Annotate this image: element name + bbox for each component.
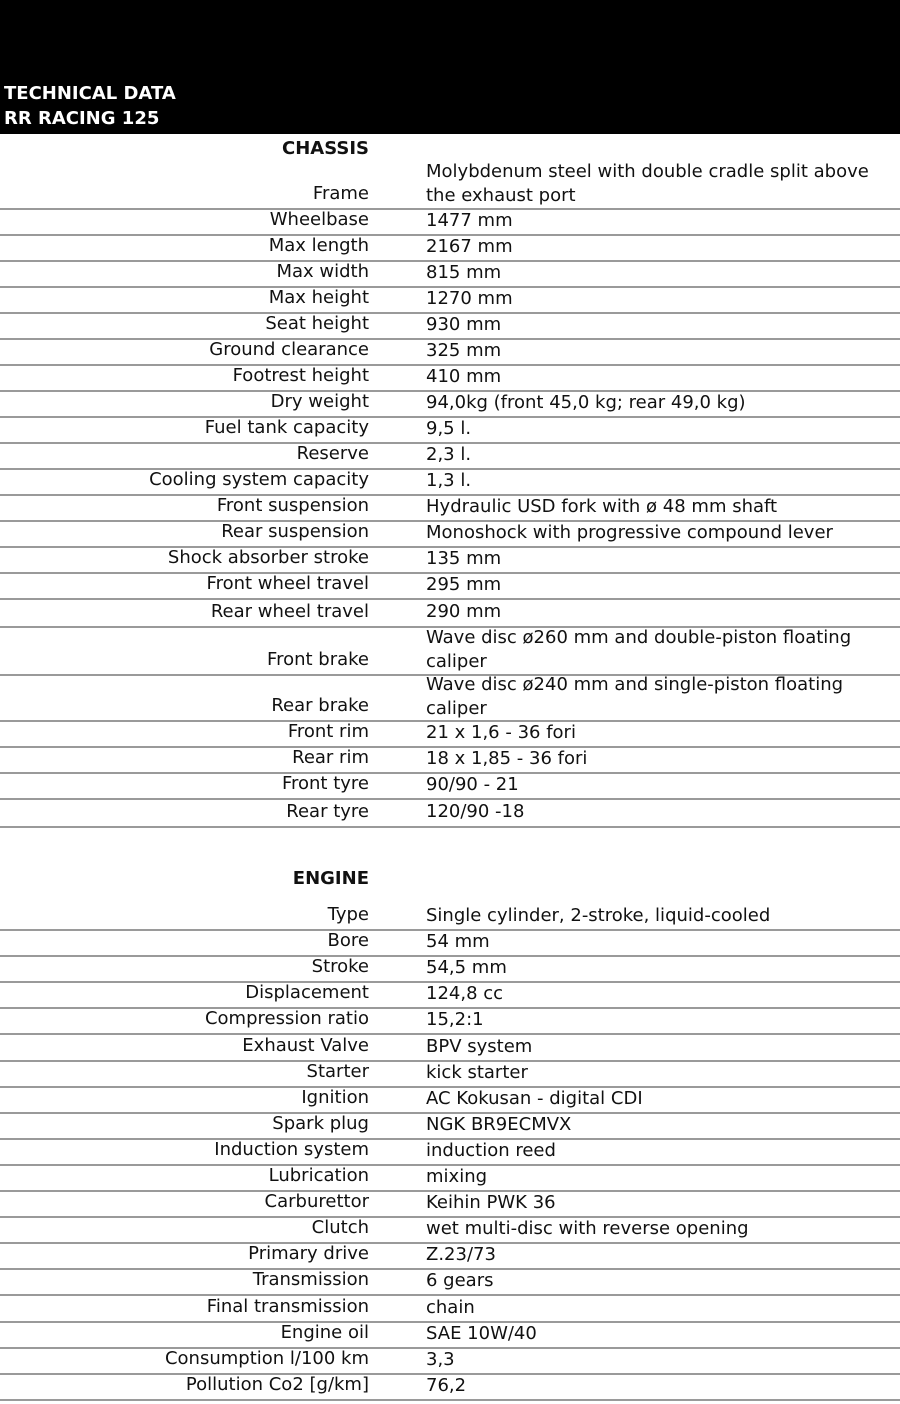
chassis-row-value: 325 mm — [426, 339, 502, 361]
chassis-row — [0, 470, 900, 496]
chassis-row — [0, 748, 900, 774]
engine-row — [0, 931, 900, 957]
engine-row-value: 54 mm — [426, 930, 490, 952]
chassis-row-value: 1477 mm — [426, 209, 513, 231]
chassis-row-label: Rear rim — [292, 747, 369, 768]
engine-row — [0, 957, 900, 983]
engine-row — [0, 1375, 900, 1401]
chassis-title: CHASSIS — [282, 138, 369, 159]
chassis-row-value: 1270 mm — [426, 287, 513, 309]
engine-row-label: Exhaust Valve — [242, 1035, 369, 1056]
chassis-row-label: Frame — [312, 183, 369, 204]
chassis-row — [0, 522, 900, 548]
chassis-row-label: Wheelbase — [269, 209, 369, 230]
engine-row — [0, 1166, 900, 1192]
chassis-row-label: Max height — [268, 287, 369, 308]
engine-row-value: 15,2:1 — [426, 1008, 484, 1030]
chassis-row — [0, 340, 900, 366]
engine-row-label: Transmission — [252, 1269, 369, 1290]
chassis-row — [0, 548, 900, 574]
engine-row — [0, 983, 900, 1009]
engine-row — [0, 1062, 900, 1088]
chassis-row — [0, 288, 900, 314]
engine-row-value: 54,5 mm — [426, 956, 507, 978]
chassis-row-value: 21 x 1,6 - 36 fori — [426, 721, 576, 743]
chassis-row — [0, 628, 900, 676]
engine-row — [0, 1218, 900, 1244]
chassis-row-value: 18 x 1,85 - 36 fori — [426, 747, 588, 769]
engine-row-label: Spark plug — [272, 1113, 369, 1134]
chassis-row-label: Footrest height — [232, 365, 369, 386]
chassis-row-value: Molybdenum steel with double cradle split above the exhaust port — [426, 161, 869, 206]
chassis-row-value: Hydraulic USD fork with ø 48 mm shaft — [426, 495, 778, 517]
engine-row-value: chain — [426, 1296, 475, 1318]
chassis-row-value: 90/90 - 21 — [426, 773, 519, 795]
chassis-row-value: 815 mm — [426, 261, 502, 283]
chassis-row — [0, 366, 900, 392]
chassis-row-label: Shock absorber stroke — [167, 547, 369, 568]
engine-row-value: induction reed — [426, 1139, 556, 1161]
chassis-row-value: 120/90 -18 — [426, 800, 525, 822]
header-title: TECHNICAL DATA — [4, 83, 176, 104]
chassis-row — [0, 496, 900, 522]
chassis-row-value: 94,0kg (front 45,0 kg; rear 49,0 kg) — [426, 391, 746, 413]
chassis-row — [0, 160, 900, 210]
engine-row-value: wet multi-disc with reverse opening — [426, 1217, 749, 1239]
chassis-row — [0, 444, 900, 470]
engine-row — [0, 1297, 900, 1323]
engine-row-label: Engine oil — [280, 1322, 369, 1343]
engine-row-label: Type — [327, 904, 369, 925]
chassis-row — [0, 673, 900, 722]
engine-section-heading — [0, 866, 900, 896]
engine-row-label: Ignition — [301, 1087, 369, 1108]
engine-row-label: Lubrication — [268, 1165, 369, 1186]
engine-row-value: SAE 10W/40 — [426, 1322, 537, 1344]
engine-row — [0, 1114, 900, 1140]
chassis-row — [0, 722, 900, 748]
engine-row-label: Induction system — [214, 1139, 369, 1160]
chassis-row-label: Seat height — [265, 313, 369, 334]
engine-row-label: Final transmission — [206, 1296, 369, 1317]
engine-row — [0, 1349, 900, 1375]
chassis-row-label: Rear brake — [271, 695, 369, 716]
header-banner — [0, 0, 900, 134]
chassis-row — [0, 236, 900, 262]
engine-row — [0, 1088, 900, 1114]
engine-row — [0, 1244, 900, 1270]
engine-row-label: Primary drive — [248, 1243, 369, 1264]
engine-row-value: kick starter — [426, 1061, 528, 1083]
chassis-row-label: Cooling system capacity — [149, 469, 369, 490]
chassis-row-label: Front rim — [287, 721, 369, 742]
chassis-row — [0, 600, 900, 628]
engine-row-label: Starter — [306, 1061, 369, 1082]
engine-row-label: Bore — [327, 930, 369, 951]
chassis-row-value: 295 mm — [426, 573, 502, 595]
chassis-row — [0, 392, 900, 418]
chassis-row-value: 930 mm — [426, 313, 502, 335]
engine-row-value: 3,3 — [426, 1348, 455, 1370]
chassis-row-label: Max length — [268, 235, 369, 256]
engine-row-label: Consumption l/100 km — [164, 1348, 369, 1369]
engine-row — [0, 1009, 900, 1035]
chassis-row — [0, 210, 900, 236]
chassis-section-heading — [0, 136, 900, 160]
engine-row-label: Pollution Co2 [g/km] — [185, 1374, 369, 1395]
engine-row — [0, 1140, 900, 1166]
chassis-row — [0, 574, 900, 600]
engine-row-value: 124,8 cc — [426, 982, 504, 1004]
chassis-row-value: 2167 mm — [426, 235, 513, 257]
engine-row — [0, 1192, 900, 1218]
chassis-row-label: Rear suspension — [221, 521, 369, 542]
chassis-row-value: 9,5 l. — [426, 417, 472, 439]
chassis-row-value: 1,3 l. — [426, 469, 472, 491]
engine-row-value: BPV system — [426, 1035, 533, 1057]
chassis-row-label: Rear wheel travel — [210, 601, 369, 622]
chassis-row-label: Reserve — [296, 443, 369, 464]
engine-row-label: Compression ratio — [204, 1008, 369, 1029]
engine-row-label: Displacement — [245, 982, 369, 1003]
engine-title: ENGINE — [292, 868, 369, 889]
chassis-row-value: Monoshock with progressive compound lever — [426, 521, 833, 543]
header-model: RR RACING 125 — [4, 108, 160, 129]
chassis-row — [0, 774, 900, 800]
engine-row-label: Stroke — [311, 956, 369, 977]
chassis-row — [0, 800, 900, 828]
chassis-row — [0, 262, 900, 288]
engine-row-value: Z.23/73 — [426, 1243, 496, 1265]
engine-row-value: Keihin PWK 36 — [426, 1191, 556, 1213]
engine-row — [0, 905, 900, 931]
engine-row-value: NGK BR9ECMVX — [426, 1113, 572, 1135]
engine-row — [0, 1036, 900, 1062]
engine-row — [0, 1323, 900, 1349]
chassis-row-value: 2,3 l. — [426, 443, 472, 465]
engine-row-value: AC Kokusan - digital CDI — [426, 1087, 643, 1109]
engine-row — [0, 1270, 900, 1296]
chassis-row-value: 135 mm — [426, 547, 502, 569]
engine-row-label: Carburettor — [264, 1191, 369, 1212]
chassis-row-value: 290 mm — [426, 600, 502, 622]
chassis-row-label: Front brake — [267, 649, 369, 670]
engine-row-label: Clutch — [311, 1217, 369, 1238]
engine-row-value: 6 gears — [426, 1269, 494, 1291]
chassis-row-value: 410 mm — [426, 365, 502, 387]
chassis-row — [0, 314, 900, 340]
engine-row-value: mixing — [426, 1165, 488, 1187]
chassis-row-label: Dry weight — [270, 391, 369, 412]
chassis-row-label: Fuel tank capacity — [204, 417, 369, 438]
chassis-row-label: Ground clearance — [209, 339, 369, 360]
chassis-row — [0, 418, 900, 444]
chassis-row-label: Front suspension — [216, 495, 369, 516]
chassis-row-value: Wave disc ø260 mm and double-piston floating caliper — [426, 626, 852, 672]
chassis-row-label: Front tyre — [281, 773, 369, 794]
chassis-row-label: Max width — [276, 261, 369, 282]
chassis-row-value: Wave disc ø240 mm and single-piston floating caliper — [426, 673, 844, 719]
chassis-row-label: Rear tyre — [286, 801, 369, 822]
chassis-row-label: Front wheel travel — [206, 573, 369, 594]
engine-row-value: 76,2 — [426, 1374, 467, 1396]
engine-row-value: Single cylinder, 2-stroke, liquid-cooled — [426, 904, 771, 926]
